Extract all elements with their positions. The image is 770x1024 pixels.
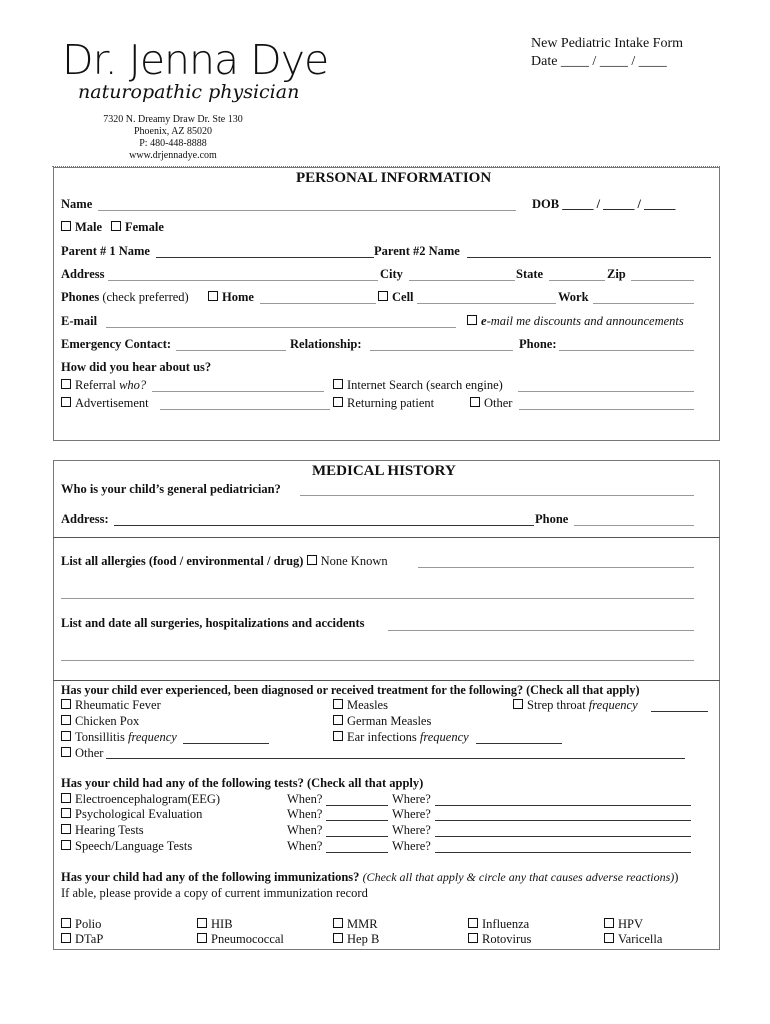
- checkbox-icon[interactable]: [197, 918, 207, 928]
- when-field[interactable]: [326, 836, 388, 837]
- checkbox-icon[interactable]: [208, 291, 218, 301]
- checkbox-icon[interactable]: [333, 918, 343, 928]
- when-field[interactable]: [326, 805, 388, 806]
- advertisement-field[interactable]: [160, 409, 330, 410]
- form-date-field[interactable]: Date ____ / ____ / ____: [531, 54, 667, 69]
- where-field[interactable]: [435, 805, 691, 806]
- checkbox-icon[interactable]: [61, 699, 71, 709]
- ear-infections-option[interactable]: Ear infections frequency: [333, 730, 469, 745]
- checkbox-icon[interactable]: [333, 397, 343, 407]
- divider: [53, 680, 720, 681]
- checkbox-icon[interactable]: [197, 933, 207, 943]
- chicken-pox-option[interactable]: Chicken Pox: [61, 714, 139, 729]
- checkbox-icon[interactable]: [378, 291, 388, 301]
- dob-field[interactable]: DOB _____ / _____ / _____: [532, 197, 676, 211]
- immunization-option[interactable]: DTaP: [61, 932, 103, 947]
- emergency-field[interactable]: [176, 350, 286, 351]
- checkbox-icon[interactable]: [61, 840, 71, 850]
- immunization-option[interactable]: Rotovirus: [468, 932, 531, 947]
- internet-search-option[interactable]: Internet Search (search engine): [333, 378, 503, 393]
- checkbox-icon[interactable]: [61, 793, 71, 803]
- home-phone-field[interactable]: [260, 303, 376, 304]
- referral-option[interactable]: Referral who?: [61, 378, 146, 393]
- strep-frequency-field[interactable]: [651, 711, 708, 712]
- where-label: Where?: [392, 839, 431, 853]
- immunization-option[interactable]: HIB: [197, 917, 233, 932]
- work-phone-label: Work: [558, 290, 589, 304]
- email-optin[interactable]: e-mail me discounts and announcements: [467, 314, 684, 329]
- checkbox-icon[interactable]: [61, 397, 71, 407]
- email-field[interactable]: [106, 327, 456, 328]
- when-label: When?: [287, 823, 323, 837]
- checkbox-icon[interactable]: [470, 397, 480, 407]
- where-label: Where?: [392, 823, 431, 837]
- when-field[interactable]: [326, 852, 388, 853]
- advertisement-option[interactable]: Advertisement: [61, 396, 149, 411]
- checkbox-icon[interactable]: [61, 221, 71, 231]
- name-field[interactable]: [98, 210, 516, 211]
- test-option[interactable]: Hearing Tests: [61, 823, 144, 838]
- surgeries-field-2[interactable]: [61, 660, 694, 661]
- emergency-phone-field[interactable]: [559, 350, 694, 351]
- when-label: When?: [287, 807, 323, 821]
- checkbox-icon[interactable]: [513, 699, 523, 709]
- state-label: State: [516, 267, 544, 281]
- address-field[interactable]: [108, 280, 378, 281]
- immunization-option[interactable]: HPV: [604, 917, 643, 932]
- referral-field[interactable]: [152, 391, 324, 392]
- divider: [53, 537, 720, 538]
- section-title: MEDICAL HISTORY: [312, 463, 456, 479]
- address-label: Address: [61, 267, 105, 281]
- email-label: E-mail: [61, 314, 98, 328]
- home-phone-option[interactable]: Home: [208, 290, 254, 305]
- city-label: City: [380, 267, 403, 281]
- checkbox-icon[interactable]: [307, 555, 317, 565]
- work-phone-field[interactable]: [593, 303, 694, 304]
- cell-phone-field[interactable]: [417, 303, 556, 304]
- address-line: www.drjennadye.com: [129, 150, 217, 161]
- checkbox-icon[interactable]: [604, 918, 614, 928]
- tests-question: Has your child had any of the following tests? (Check all that apply): [61, 776, 424, 790]
- relationship-label: Relationship:: [290, 337, 362, 351]
- where-field[interactable]: [435, 820, 691, 821]
- rheumatic-option[interactable]: Rheumatic Fever: [61, 698, 161, 713]
- tonsillitis-frequency-field[interactable]: [183, 743, 269, 744]
- immunizations-question: Has your child had any of the following immunizations? (Check all that apply & circle any that causes adverse reactions)): [61, 870, 679, 884]
- checkbox-icon[interactable]: [61, 379, 71, 389]
- other-condition-option[interactable]: Other: [61, 746, 103, 761]
- returning-option[interactable]: Returning patient: [333, 396, 434, 411]
- zip-label: Zip: [607, 267, 626, 281]
- immunization-option[interactable]: Polio: [61, 917, 101, 932]
- parent1-field[interactable]: [156, 257, 374, 258]
- parent1-label: Parent # 1 Name: [61, 244, 150, 258]
- checkbox-icon[interactable]: [111, 221, 121, 231]
- female-option[interactable]: Female: [111, 220, 164, 235]
- parent2-label: Parent #2 Name: [374, 244, 460, 258]
- german-measles-option[interactable]: German Measles: [333, 714, 431, 729]
- state-field[interactable]: [549, 280, 605, 281]
- strep-option[interactable]: Strep throat frequency: [513, 698, 638, 713]
- other-option[interactable]: Other: [470, 396, 512, 411]
- phones-label: Phones (check preferred): [61, 290, 189, 304]
- checkbox-icon[interactable]: [61, 933, 71, 943]
- ped-address-label: Address:: [61, 512, 109, 526]
- allergies-field[interactable]: [418, 567, 694, 568]
- where-field[interactable]: [435, 836, 691, 837]
- checkbox-icon[interactable]: [468, 933, 478, 943]
- when-field[interactable]: [326, 820, 388, 821]
- checkbox-icon[interactable]: [333, 715, 343, 725]
- male-option[interactable]: Male: [61, 220, 102, 235]
- pediatrician-field[interactable]: [300, 495, 694, 496]
- zip-field[interactable]: [631, 280, 694, 281]
- relationship-field[interactable]: [370, 350, 513, 351]
- allergies-field-2[interactable]: [61, 598, 694, 599]
- checkbox-icon[interactable]: [333, 933, 343, 943]
- other-field[interactable]: [519, 409, 694, 410]
- when-label: When?: [287, 839, 323, 853]
- where-label: Where?: [392, 792, 431, 806]
- city-field[interactable]: [409, 280, 515, 281]
- immunization-option[interactable]: Hep B: [333, 932, 379, 947]
- checkbox-icon[interactable]: [333, 379, 343, 389]
- pediatrician-label: Who is your child’s general pediatrician?: [61, 482, 281, 496]
- address-line: 7320 N. Dreamy Draw Dr. Ste 130: [103, 114, 243, 125]
- parent2-field[interactable]: [467, 257, 711, 258]
- tonsillitis-option[interactable]: Tonsillitis frequency: [61, 730, 177, 745]
- ped-phone-field[interactable]: [574, 525, 694, 526]
- checkbox-icon[interactable]: [333, 731, 343, 741]
- form-title: New Pediatric Intake Form: [531, 36, 684, 51]
- where-label: Where?: [392, 807, 431, 821]
- surgeries-field[interactable]: [388, 630, 694, 631]
- immunization-option[interactable]: Varicella: [604, 932, 662, 947]
- section-title: PERSONAL INFORMATION: [296, 170, 492, 186]
- ear-infections-frequency-field[interactable]: [476, 743, 562, 744]
- logo-subtitle: naturopathic physician: [78, 81, 300, 103]
- where-field[interactable]: [435, 852, 691, 853]
- immunization-option[interactable]: MMR: [333, 917, 378, 932]
- address-line: Phoenix, AZ 85020: [133, 126, 213, 137]
- checkbox-icon[interactable]: [467, 315, 477, 325]
- checkbox-icon[interactable]: [61, 824, 71, 834]
- emergency-phone-label: Phone:: [519, 337, 557, 351]
- allergies-label: List all allergies (food / environmental / drug) None Known: [61, 554, 388, 568]
- measles-option[interactable]: Measles: [333, 698, 388, 713]
- checkbox-icon[interactable]: [61, 731, 71, 741]
- test-option[interactable]: Speech/Language Tests: [61, 839, 192, 854]
- checkbox-icon[interactable]: [61, 918, 71, 928]
- immunization-option[interactable]: Pneumococcal: [197, 932, 284, 947]
- logo-name: Dr. Jenna Dye: [62, 36, 329, 84]
- test-option[interactable]: Psychological Evaluation: [61, 807, 202, 822]
- cell-phone-option[interactable]: Cell: [378, 290, 414, 305]
- immunization-option[interactable]: Influenza: [468, 917, 529, 932]
- checkbox-icon[interactable]: [604, 933, 614, 943]
- other-condition-field[interactable]: [106, 758, 685, 759]
- checkbox-icon[interactable]: [61, 747, 71, 757]
- internet-search-field[interactable]: [518, 391, 694, 392]
- hear-about-label: How did you hear about us?: [61, 360, 212, 374]
- conditions-question: Has your child ever experienced, been diagnosed or received treatment for the following? (Check all that apply): [61, 683, 640, 697]
- when-label: When?: [287, 792, 323, 806]
- test-option[interactable]: Electroencephalogram(EEG): [61, 792, 220, 807]
- emergency-label: Emergency Contact:: [61, 337, 172, 351]
- ped-phone-label: Phone: [535, 512, 569, 526]
- address-line: P: 480-448-8888: [139, 138, 207, 149]
- ped-address-field[interactable]: [114, 525, 534, 526]
- surgeries-label: List and date all surgeries, hospitalizations and accidents: [61, 616, 365, 630]
- checkbox-icon[interactable]: [333, 699, 343, 709]
- immunizations-note: If able, please provide a copy of current immunization record: [61, 886, 368, 900]
- checkbox-icon[interactable]: [61, 715, 71, 725]
- checkbox-icon[interactable]: [468, 918, 478, 928]
- checkbox-icon[interactable]: [61, 808, 71, 818]
- name-label: Name: [61, 197, 93, 211]
